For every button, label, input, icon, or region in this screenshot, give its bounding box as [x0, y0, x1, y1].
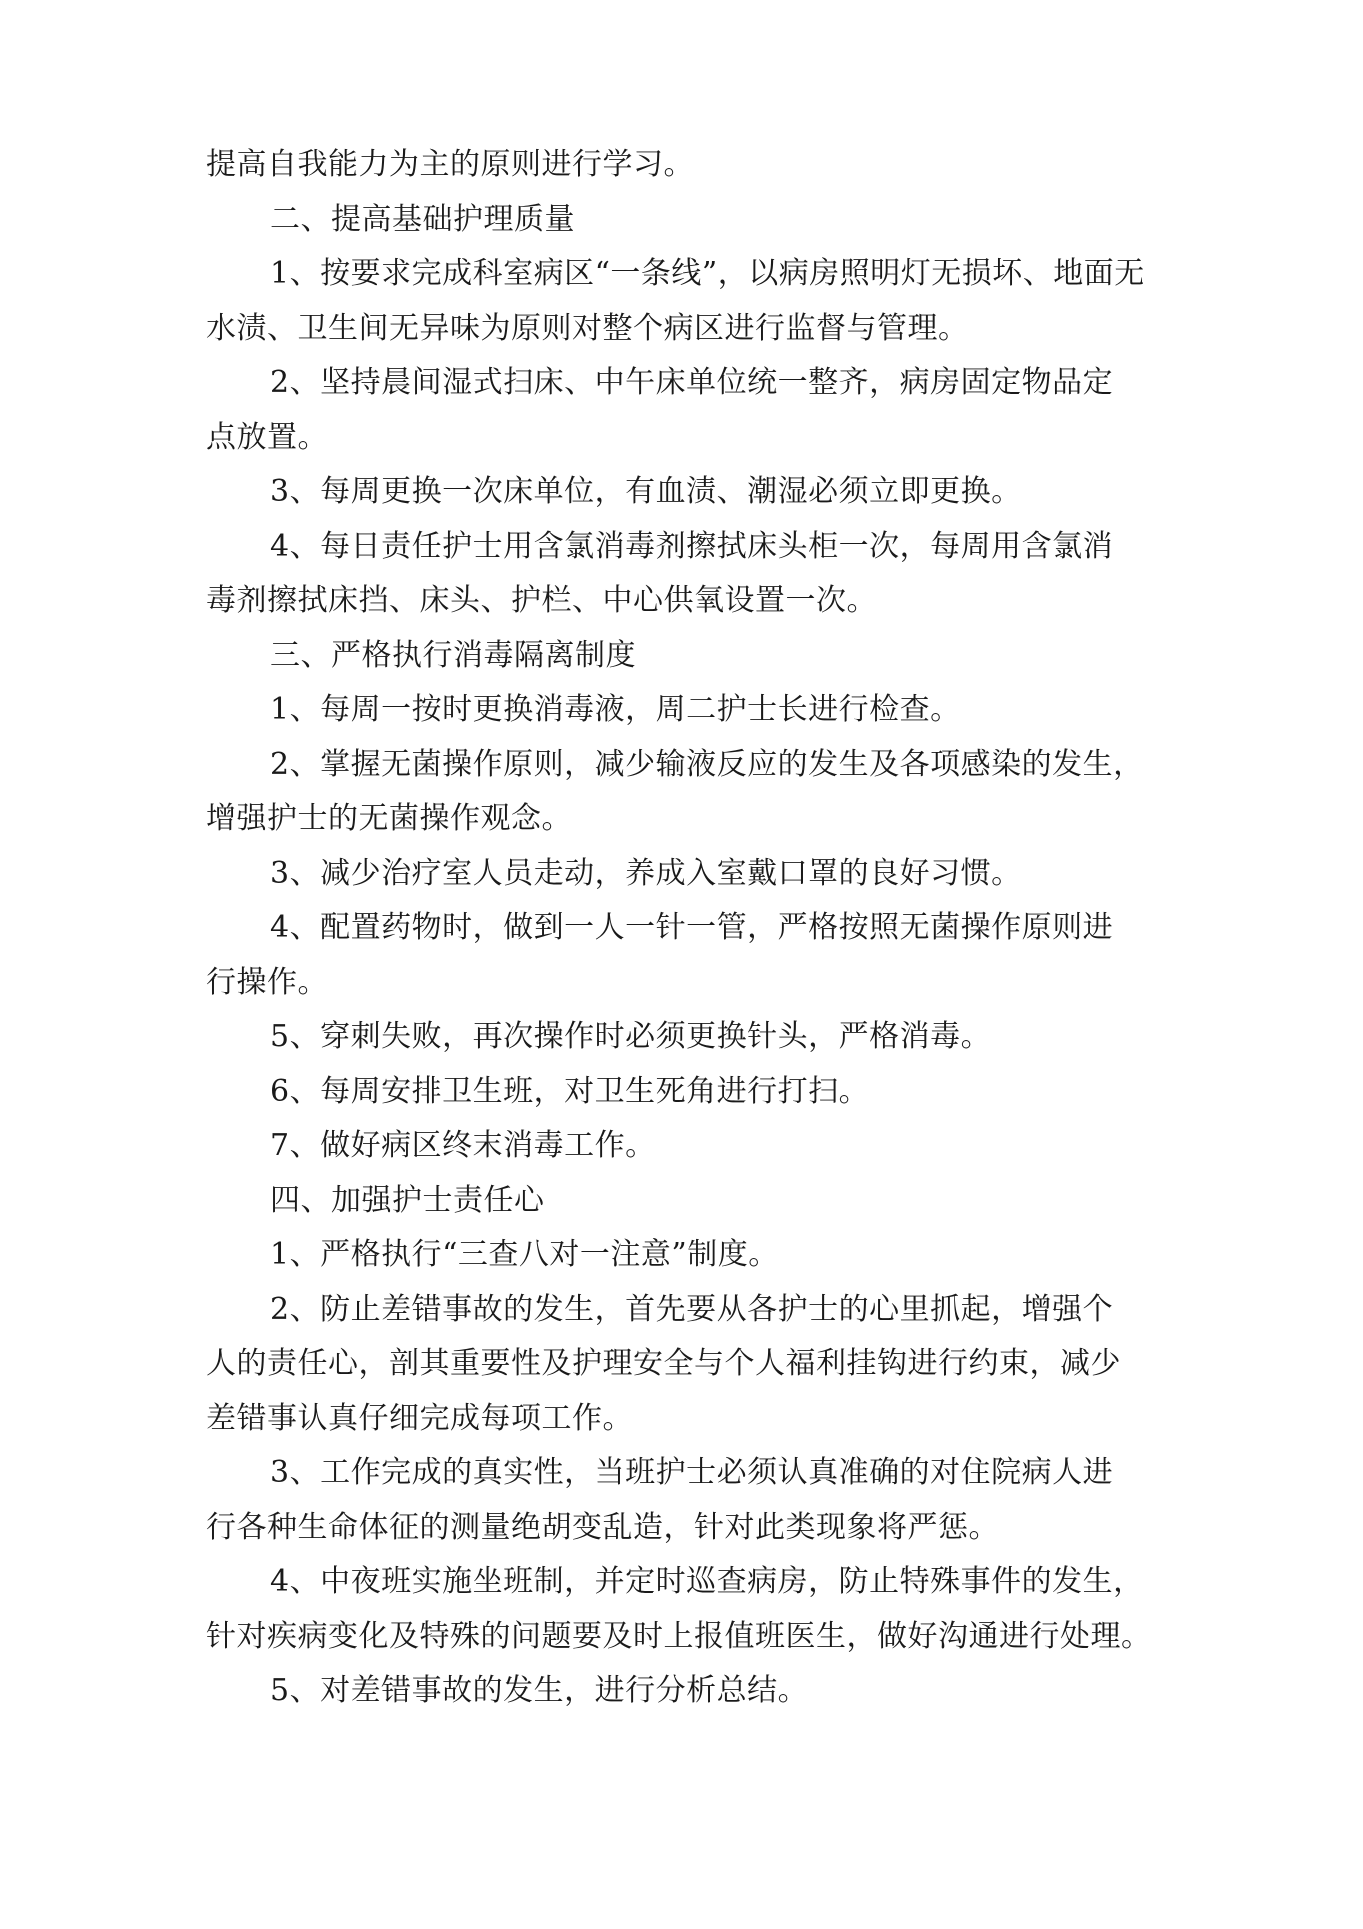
- section-heading: 四、加强护士责任心: [270, 1182, 545, 1218]
- text-line: 增强护士的无菌操作观念。: [206, 801, 572, 836]
- text-line: 4、配置药物时，做到一人一针一管，严格按照无菌操作原则进: [270, 910, 1114, 945]
- text-line: 人的责任心，剖其重要性及护理安全与个人福利挂钩进行约束，减少: [206, 1346, 1121, 1381]
- text-line: 3、减少治疗室人员走动，养成入室戴口罩的良好习惯。: [270, 855, 1022, 891]
- text-line: 7、做好病区终末消毒工作。: [270, 1128, 656, 1163]
- text-line: 1、严格执行“三查八对一注意”制度。: [270, 1237, 779, 1272]
- text-line: 1、按要求完成科室病区“一条线”，以病房照明灯无损坏、地面无: [270, 256, 1145, 291]
- text-line: 1、每周一按时更换消毒液，周二护士长进行检查。: [270, 692, 961, 727]
- text-line: 3、工作完成的真实性，当班护士必须认真准确的对住院病人进: [270, 1455, 1114, 1490]
- text-line: 水渍、卫生间无异味为原则对整个病区进行监督与管理。: [206, 310, 969, 346]
- text-line: 行操作。: [206, 964, 328, 1000]
- text-line: 差错事认真仔细完成每项工作。: [206, 1400, 633, 1436]
- text-line: 提高自我能力为主的原则进行学习。: [206, 147, 694, 182]
- text-line: 5、穿刺失败，再次操作时必须更换针头，严格消毒。: [270, 1019, 992, 1054]
- text-line: 4、每日责任护士用含氯消毒剂擦拭床头柜一次，每周用含氯消: [270, 528, 1114, 564]
- text-line: 2、掌握无菌操作原则，减少输液反应的发生及各项感染的发生，: [270, 746, 1144, 782]
- text-line: 4、中夜班实施坐班制，并定时巡查病房，防止特殊事件的发生，: [270, 1564, 1144, 1599]
- document-body: [206, 138, 1206, 1719]
- section-heading: 三、严格执行消毒隔离制度: [270, 637, 636, 673]
- text-line: 2、防止差错事故的发生，首先要从各护士的心里抓起，增强个: [270, 1291, 1114, 1327]
- text-line: 针对疾病变化及特殊的问题要及时上报值班医生，做好沟通进行处理。: [206, 1618, 1152, 1654]
- section-heading: 二、提高基础护理质量: [270, 201, 575, 237]
- text-line: 点放置。: [206, 419, 328, 455]
- text-line: 3、每周更换一次床单位，有血渍、潮湿必须立即更换。: [270, 474, 1022, 509]
- text-line: 毒剂擦拭床挡、床头、护栏、中心供氧设置一次。: [206, 583, 877, 618]
- text-line: 2、坚持晨间湿式扫床、中午床单位统一整齐，病房固定物品定: [270, 365, 1114, 400]
- text-line: 6、每周安排卫生班，对卫生死角进行打扫。: [270, 1073, 870, 1109]
- text-line: 行各种生命体征的测量绝胡变乱造，针对此类现象将严惩。: [206, 1509, 999, 1545]
- text-line: 5、对差错事故的发生，进行分析总结。: [270, 1673, 809, 1708]
